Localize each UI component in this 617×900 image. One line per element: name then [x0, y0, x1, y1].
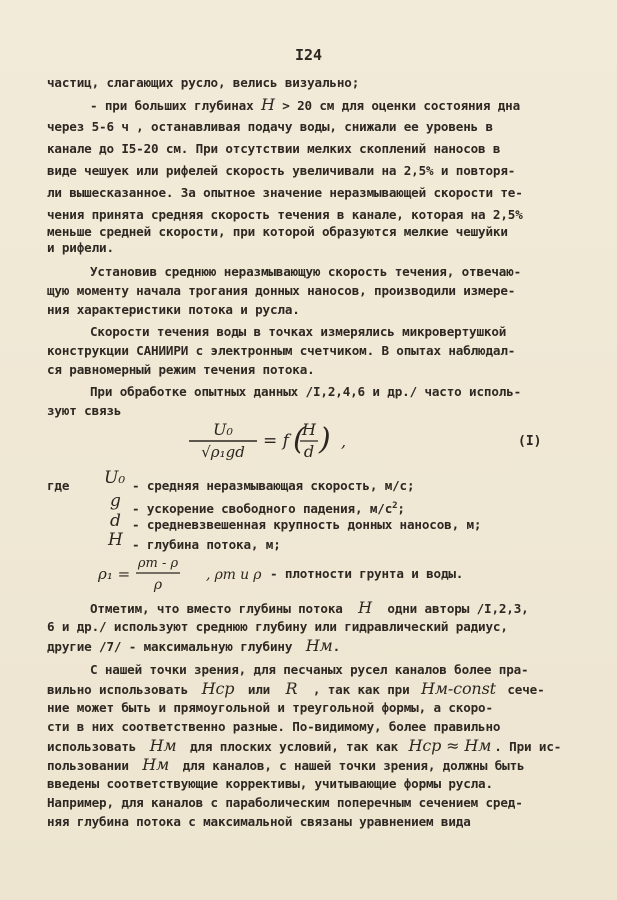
text-line: ли вышесказанное. За опытное значение неразмывающей скорости те- [47, 185, 523, 200]
text-fragment: Отметим, что вместо глубины потока [90, 601, 343, 616]
def-g-text: - ускорение свободного падения, м/с [132, 501, 393, 517]
def-g-sup: 2 [392, 501, 398, 511]
text-line: ся равномерный режим течения потока. [47, 362, 315, 377]
text-line: конструкции САНИИРИ с электронным счетчиком. В опытах наблюдал- [47, 343, 516, 358]
symbol-u0: U₀ [104, 468, 126, 488]
def-g-end: ; [397, 501, 405, 517]
equation-comma: , [341, 432, 347, 451]
text-fragment: сече- [507, 682, 545, 697]
text-fragment: - при больших глубинах [90, 98, 254, 113]
text-line: меньше средней скорости, при которой образуются мелкие чешуйки [47, 224, 508, 239]
paren-left: ( [293, 422, 305, 457]
rho-denominator: ρ [153, 577, 163, 593]
text-line: введены соответствующие коррективы, учитывающие формы русла. [47, 776, 493, 791]
text-fragment: пользовании [47, 758, 129, 773]
equation-number: (I) [518, 434, 542, 449]
rho-fraction [96, 551, 196, 595]
def-u0: - средняя неразмывающая скорость, м/с; [132, 478, 415, 493]
text-line: Установив среднюю неразмывающую скорость течения, отвечаю- [90, 264, 522, 279]
text-line [47, 679, 589, 700]
page-number: I24 [294, 46, 323, 64]
equation-rhs-numerator: H [302, 420, 316, 439]
paren-right: ) [319, 422, 331, 457]
text-line: виде чешуек или рифелей скорость увеличивали на 2,5% и повторя- [47, 163, 516, 178]
def-h: - глубина потока, м; [132, 537, 281, 552]
rho-mid: , ρт и ρ [206, 567, 262, 583]
symbol-h: H [358, 598, 372, 617]
text-line: щую моменту начала трогания донных наносов, производили измере- [47, 283, 516, 298]
equation-function: = f [263, 431, 289, 451]
text-fragment: другие /7/ - максимальную глубину [47, 639, 293, 654]
text-line: сти в них соответственно разные. По-видимому, более правильно [47, 719, 501, 734]
text-line: С нашей точки зрения, для песчаных русел каналов более пра- [90, 662, 529, 677]
symbol-h: H [260, 95, 275, 114]
rho-lhs: ρ₁ = [98, 565, 131, 583]
text-line: Например, для каналов с параболическим поперечным сечением сред- [47, 795, 523, 810]
text-line: 6 и др./ используют среднюю глубину или гидравлический радиус, [47, 619, 508, 634]
text-line: При обработке опытных данных /I,2,4,6 и др./ часто исполь- [90, 384, 522, 399]
symbol-g: g [110, 491, 121, 511]
symbol-r: R [285, 679, 298, 698]
text-fragment: для плоских условий, так как [189, 739, 399, 754]
text-fragment: для каналов, с нашей точки зрения, должны быть [182, 758, 525, 773]
text-line: частиц, слагающих русло, велись визуально; [47, 75, 360, 90]
text-fragment: , так как при [312, 682, 410, 697]
rho-numerator: ρт - ρ [137, 556, 179, 571]
symbol-hcp: Hср [201, 679, 235, 698]
def-rho: - плотности грунта и воды. [270, 566, 464, 581]
text-fragment: . При ис- [494, 739, 562, 754]
text-fragment: . [332, 639, 341, 654]
symbol-hm: Hм [142, 755, 170, 774]
text-line: ния характеристики потока и русла. [47, 302, 300, 317]
text-fragment: одни авторы /I,2,3, [387, 601, 529, 616]
text-line: через 5-6 ч , останавливая подачу воды, снижали ее уровень в [47, 119, 493, 134]
text-fragment: вильно использовать [47, 682, 189, 697]
text-line: чения принята средняя скорость течения в канале, которая на 2,5% [47, 207, 523, 222]
text-fragment: > 20 см для оценки состояния дна [282, 98, 521, 113]
text-line [47, 755, 589, 776]
equation-rhs-denominator: d [303, 442, 315, 461]
defs-where: где [47, 478, 70, 493]
text-line [90, 95, 590, 116]
def-d: - средневзвешенная крупность донных наносов, м; [132, 517, 482, 532]
text-line [90, 598, 590, 619]
symbol-h-def: H [108, 530, 123, 550]
symbol-hm: Hм [305, 636, 333, 655]
text-line: канале до I5-20 см. При отсутствии мелких скоплений наносов в [47, 141, 501, 156]
text-fragment: или [247, 682, 271, 697]
symbol-hcp-approx-hm: Hср ≈ Hм [408, 736, 492, 755]
text-line: и рифели. [47, 240, 114, 255]
text-line [47, 736, 589, 757]
text-line [47, 636, 589, 657]
text-line: Скорости течения воды в точках измерялись микровертушкой [90, 324, 507, 339]
equation-denominator: √ρ₁gd [201, 443, 245, 461]
symbol-hm: Hм [149, 736, 177, 755]
symbol-d: d [110, 511, 121, 531]
text-fragment: использовать [47, 739, 137, 754]
equation-numerator: U₀ [213, 420, 233, 439]
text-line: зуют связь [47, 403, 122, 418]
text-line: няя глубина потока с максимальной связаны уравнением вида [47, 814, 471, 829]
equation-1 [185, 417, 365, 465]
text-line: ние может быть и прямоугольной и треугольной формы, а скоро- [47, 700, 493, 715]
symbol-hm-const: Hм-const [420, 679, 496, 698]
